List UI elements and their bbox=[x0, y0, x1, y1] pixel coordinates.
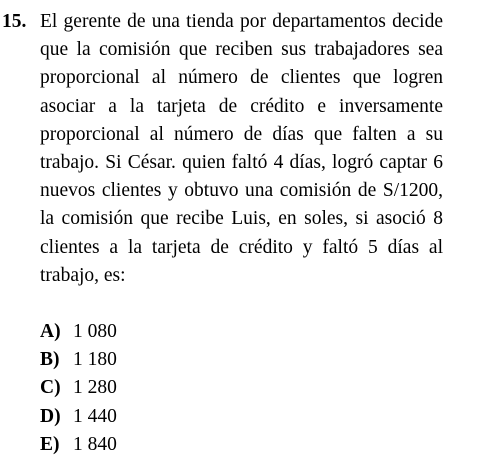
question-number: 15. bbox=[2, 11, 27, 32]
option-value: 1 840 bbox=[73, 433, 117, 455]
option-e[interactable] bbox=[40, 431, 117, 459]
option-value: 1 080 bbox=[73, 321, 117, 342]
option-letter: A) bbox=[40, 321, 61, 342]
question-text: El gerente de una tienda por departamentos decide que la comisión que reciben sus trabajadores sea proporcional al número de clientes que logren asociar a la tarjeta de crédito e inversamente proporcional al número de días que falten a su trabajo. Si César. quien faltó 4 días, logró captar 6 nuevos clientes y obtuvo una comisión de S/1200, la comisión que recibe Luis, en soles, si asoció 8 clientes a la tarjeta de crédito y faltó 5 días al trabajo, es: bbox=[40, 11, 443, 286]
option-b[interactable] bbox=[40, 346, 117, 374]
option-value: 1 280 bbox=[73, 377, 117, 399]
option-d[interactable] bbox=[40, 403, 117, 431]
option-value: 1 180 bbox=[73, 349, 117, 371]
option-a[interactable] bbox=[40, 318, 117, 346]
option-letter: D) bbox=[40, 405, 61, 427]
option-c[interactable] bbox=[40, 374, 117, 402]
option-letter: C) bbox=[40, 377, 61, 399]
option-letter: E) bbox=[40, 433, 60, 455]
question-block bbox=[0, 8, 490, 290]
option-value: 1 440 bbox=[73, 405, 117, 427]
answer-options bbox=[40, 318, 117, 459]
option-letter: B) bbox=[40, 349, 60, 371]
